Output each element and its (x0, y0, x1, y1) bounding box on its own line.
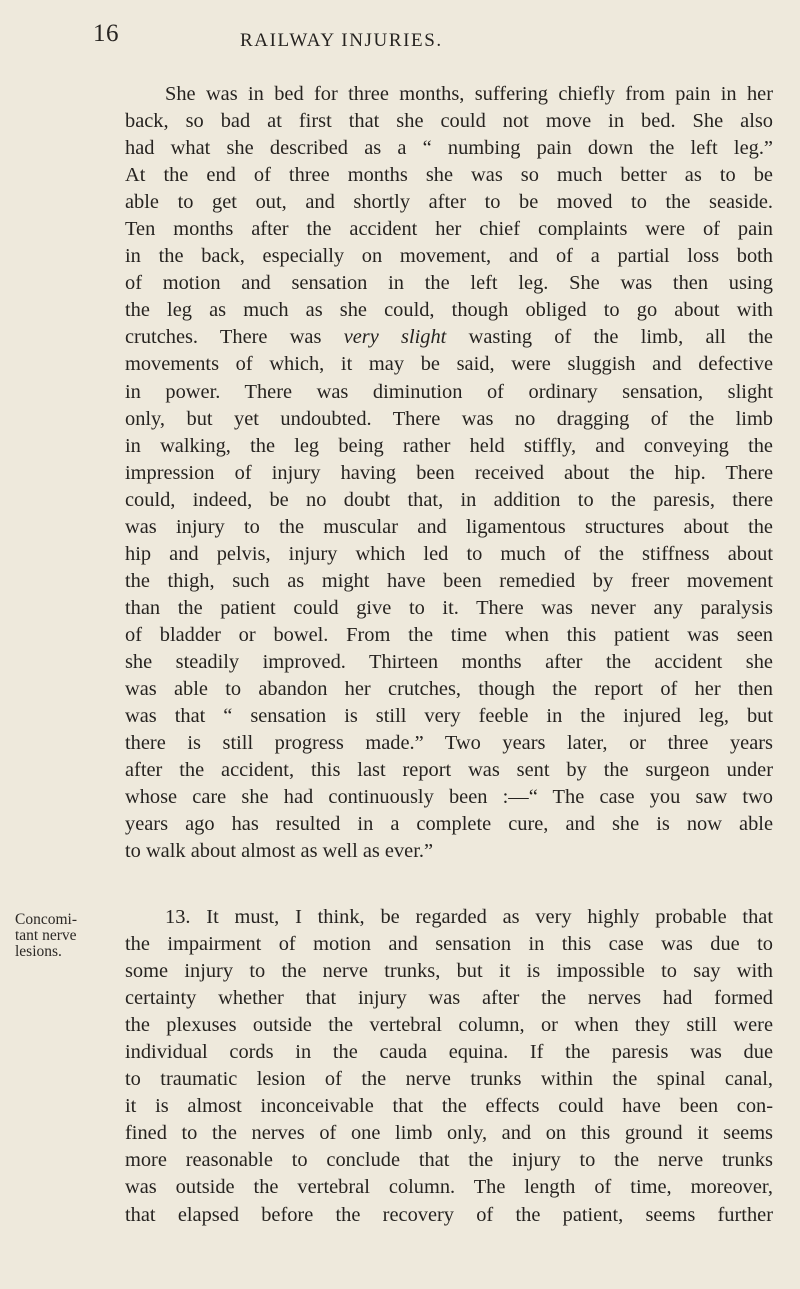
page-header (0, 18, 800, 58)
text-line: was that “ sensation is still very feeble in the injured leg, but (125, 705, 773, 728)
text-line: hip and pelvis, injury which led to much of the stiffness about (125, 542, 773, 565)
text-line: back, so bad at first that she could not move in bed. She also (125, 110, 773, 133)
marginal-note (15, 912, 115, 960)
text-line: was able to abandon her crutches, though the report of her then (125, 678, 773, 701)
marginal-note-line: Concomi- (15, 911, 77, 928)
text-line: could, indeed, be no doubt that, in addition to the paresis, there (125, 488, 773, 511)
text-line: She was in bed for three months, suffering chiefly from pain in her (165, 83, 773, 105)
marginal-note-line: lesions. (15, 943, 62, 960)
text-line: was injury to the muscular and ligamentous structures about the (125, 515, 773, 538)
text-line: than the patient could give to it. There was never any paralysis (125, 596, 773, 619)
text-line: had what she described as a “ numbing pain down the left leg.” (125, 137, 773, 160)
text-line: in power. There was diminution of ordinary sensation, slight (125, 380, 773, 403)
text-line: to traumatic lesion of the nerve trunks within the spinal canal, (125, 1068, 773, 1091)
emphasis-text: very slight (343, 326, 447, 349)
text-line: movements of which, it may be said, were sluggish and defective (125, 353, 773, 376)
text-line: the leg as much as she could, though obliged to go about with (125, 299, 773, 322)
text-line: in the back, especially on movement, and of a partial loss both (125, 245, 773, 268)
text-line: the plexuses outside the vertebral column, or when they still were (125, 1014, 773, 1037)
text-line: fined to the nerves of one limb only, and on this ground it seems (125, 1122, 773, 1145)
text-line: there is still progress made.” Two years later, or three years (125, 732, 773, 755)
text-segment: wasting of the limb, all the (446, 326, 773, 349)
text-line: years ago has resulted in a complete cure, and she is now able (125, 813, 773, 836)
text-line: after the accident, this last report was sent by the surgeon under (125, 759, 773, 782)
text-line: impression of injury having been received about the hip. There (125, 461, 773, 484)
text-line: that elapsed before the recovery of the patient, seems further (125, 1203, 773, 1226)
text-line: only, but yet undoubted. There was no dragging of the limb (125, 407, 773, 430)
text-line: individual cords in the cauda equina. If the paresis was due (125, 1041, 773, 1064)
text-line-with-emphasis (125, 324, 773, 351)
text-line: the impairment of motion and sensation in this case was due to (125, 933, 773, 956)
text-line: Ten months after the accident her chief complaints were of pain (125, 218, 773, 241)
text-line: At the end of three months she was so much better as to be (125, 164, 773, 187)
text-line: some injury to the nerve trunks, but it is impossible to say with (125, 960, 773, 983)
paragraph-1 (125, 81, 773, 865)
text-line: more reasonable to conclude that the injury to the nerve trunks (125, 1149, 773, 1172)
text-line: 13. It must, I think, be regarded as very highly probable that (165, 906, 773, 928)
text-line: able to get out, and shortly after to be moved to the seaside. (125, 191, 773, 214)
marginal-note-line: tant nerve (15, 927, 77, 944)
paragraph-2 (125, 904, 773, 1229)
page-number: 16 (93, 20, 119, 47)
text-line: in walking, the leg being rather held stiffly, and conveying the (125, 434, 773, 457)
text-line: was outside the vertebral column. The length of time, moreover, (125, 1176, 773, 1199)
running-head: RAILWAY INJURIES. (240, 30, 443, 51)
text-line: the thigh, such as might have been remedied by freer movement (125, 569, 773, 592)
text-segment: crutches. There was (125, 326, 344, 349)
text-line: she steadily improved. Thirteen months after the accident she (125, 650, 773, 673)
text-line: whose care she had continuously been :—“ The case you saw two (125, 786, 773, 809)
text-line: it is almost inconceivable that the effects could have been con- (125, 1095, 773, 1118)
text-line: of motion and sensation in the left leg. She was then using (125, 272, 773, 295)
text-line: to walk about almost as well as ever.” (125, 840, 434, 863)
text-line: of bladder or bowel. From the time when this patient was seen (125, 623, 773, 646)
text-line: certainty whether that injury was after the nerves had formed (125, 987, 773, 1010)
